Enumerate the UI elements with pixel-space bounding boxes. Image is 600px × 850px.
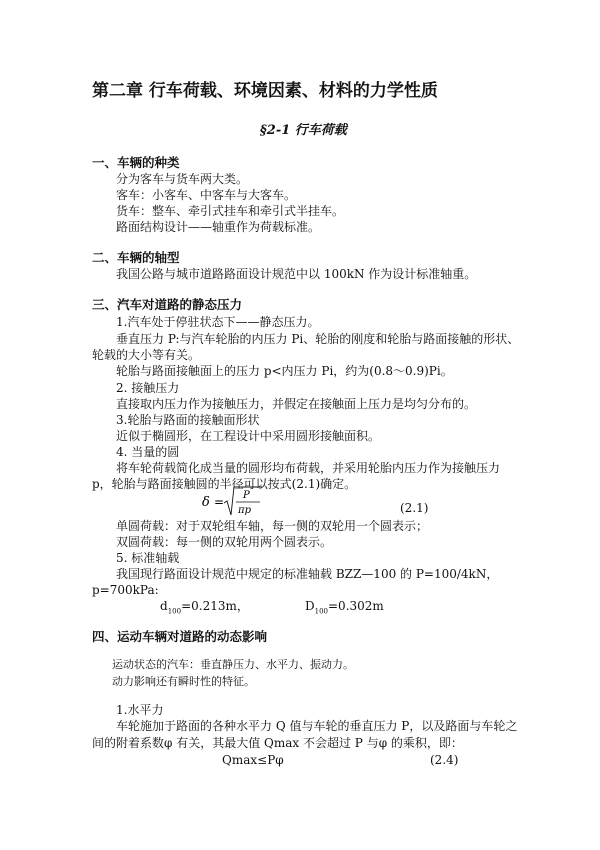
section-title: §2-1 行车荷载 (260, 123, 347, 138)
d-label: d (160, 599, 168, 613)
equation-2-4: Qmax≤Pφ (222, 753, 284, 767)
text-line: 2. 接触压力 (116, 381, 180, 395)
formula-equals: = (214, 495, 225, 509)
text-line: 间的附着系数φ 有关，其最大值 Qmax 不会超过 P 与φ 的乘积，即： (92, 736, 463, 750)
heading-axle-types: 二、车辆的轴型 (92, 250, 180, 265)
text-line: 我国公路与城市道路路面设计规范中以 100kN 作为设计标准轴重。 (116, 267, 477, 281)
formula-denominator: πp (238, 505, 251, 516)
formula-numerator: P (243, 490, 250, 501)
text-line: 近似于椭圆形，在工程设计中采用圆形接触面积。 (116, 429, 381, 443)
text-line: 3.轮胎与路面的接触面形状 (116, 413, 260, 427)
text-line: 将车轮荷载简化成当量的圆形均布荷载，并采用轮胎内压力作为接触压力 (116, 461, 501, 475)
text-line: 路面结构设计——轴重作为荷载标准。 (116, 220, 321, 234)
text-line: 客车：小客车、中客车与大客车。 (116, 188, 297, 202)
text-line: 单圆荷载：对于双轮组车轴，每一侧的双轮用一个圆表示； (116, 519, 429, 533)
D-value: =0.302m (328, 599, 384, 613)
text-line: 车轮施加于路面的各种水平力 Q 值与车轮的垂直压力 P，以及路面与车轮之 (116, 719, 518, 733)
text-line: p=700kPa: (92, 583, 159, 597)
text-line: 垂直压力 P:与汽车轮胎的内压力 Pi、轮胎的刚度和轮胎与路面接触的形状、 (116, 332, 520, 346)
text-line: 运动状态的汽车：垂直静压力、水平力、振动力。 (112, 658, 354, 671)
text-line: 直接取内压力作为接触压力，并假定在接触面上压力是均匀分布的。 (116, 397, 477, 411)
formula-2-1 (200, 485, 280, 519)
text-line: 轮胎与路面接触面上的压力 p<内压力 Pi，约为(0.8～0.9)Pi。 (116, 364, 453, 378)
heading-static-pressure: 三、汽车对道路的静态压力 (92, 297, 243, 312)
text-line: 货车：整车、牵引式挂车和牵引式半挂车。 (116, 204, 345, 218)
text-line: 1.汽车处于停驻状态下——静态压力。 (116, 315, 320, 329)
D-label: D (305, 599, 315, 613)
text-line: 5. 标准轴载 (116, 551, 180, 565)
text-line: 双圆荷载：每一侧的双轮用两个圆表示。 (116, 535, 333, 549)
text-line: 我国现行路面设计规范中规定的标准轴载 BZZ—100 的 P=100/4kN， (116, 567, 499, 581)
text-line: 4. 当量的圆 (116, 445, 180, 459)
equation-number: (2.4) (430, 753, 459, 767)
d-value: =0.213m， (181, 599, 249, 613)
equation-number: (2.1) (400, 501, 429, 515)
D100-value (305, 598, 384, 614)
d-subscript: 100 (167, 607, 182, 616)
d100-value (160, 598, 249, 614)
D-subscript: 100 (314, 607, 328, 616)
text-line: 分为客车与货车两大类。 (116, 172, 249, 186)
text-line: 轮载的大小等有关。 (92, 348, 201, 362)
text-line: 动力影响还有瞬时性的特征。 (112, 675, 255, 688)
formula-lhs: δ (202, 495, 210, 510)
heading-dynamic-effect: 四、运动车辆对道路的动态影响 (92, 629, 268, 644)
text-line: 1.水平力 (116, 703, 164, 717)
text-line: p，轮胎与路面接触圆的半径可以按式(2.1)确定。 (92, 477, 357, 491)
heading-vehicle-types: 一、车辆的种类 (92, 155, 180, 170)
chapter-title: 第二章 行车荷载、环境因素、材料的力学性质 (92, 81, 438, 101)
